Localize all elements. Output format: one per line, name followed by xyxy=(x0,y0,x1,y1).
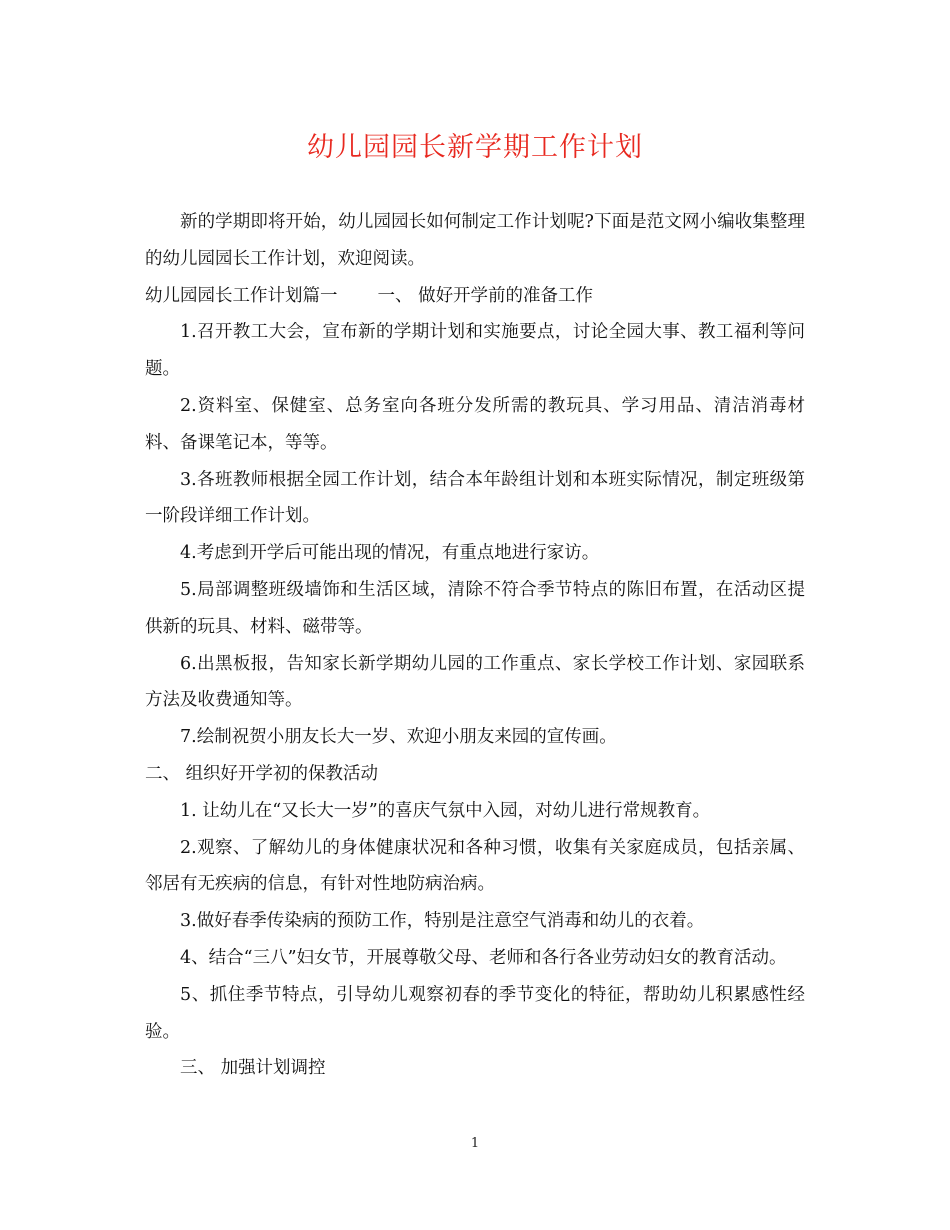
document-body xyxy=(145,204,805,1087)
section2-item-5: 5、抓住季节特点，引导幼儿观察初春的季节变化的特征，帮助幼儿积累感性经验。 xyxy=(145,984,805,1042)
section1-item-6: 6.出黑板报，告知家长新学期幼儿园的工作重点、家长学校工作计划、家园联系方法及收费通知等。 xyxy=(145,653,805,711)
section1-item-7: 7.绘制祝贺小朋友长大一岁、欢迎小朋友来园的宣传画。 xyxy=(180,727,617,748)
section2-item-4: 4、结合“三八”妇女节，开展尊敬父母、老师和各行各业劳动妇女的教育活动。 xyxy=(180,947,787,968)
section3-heading: 三、 加强计划调控 xyxy=(180,1058,326,1079)
section2-item-2: 2.观察、了解幼儿的身体健康状况和各种习惯，收集有关家庭成员，包括亲属、邻居有无疾病的信息，有针对性地防病治病。 xyxy=(145,837,805,895)
section-label-line xyxy=(145,278,805,315)
section1-item-4: 4.考虑到开学后可能出现的情况，有重点地进行家访。 xyxy=(180,543,600,564)
section2-heading: 二、 组织好开学初的保教活动 xyxy=(145,763,379,784)
section2-item-3: 3.做好春季传染病的预防工作，特别是注意空气消毒和幼儿的衣着。 xyxy=(180,911,705,932)
section1-item-5: 5.局部调整班级墙饰和生活区域，清除不符合季节特点的陈旧布置，在活动区提供新的玩具、材料、磁带等。 xyxy=(145,579,805,637)
page-number: 1 xyxy=(470,1136,480,1151)
section1-item-1: 1.召开教工大会，宣布新的学期计划和实施要点，讨论全园大事、教工福利等问题。 xyxy=(145,322,805,380)
section-label: 幼儿园园长工作计划篇一 xyxy=(145,285,338,306)
section1-item-2: 2.资料室、保健室、总务室向各班分发所需的教玩具、学习用品、清洁消毒材料、备课笔记本，等等。 xyxy=(145,395,805,453)
section1-item-3: 3.各班教师根据全园工作计划，结合本年龄组计划和本班实际情况，制定班级第一阶段详细工作计划。 xyxy=(145,469,805,527)
section2-item-1: 1. 让幼儿在“又长大一岁”的喜庆气氛中入园，对幼儿进行常规教育。 xyxy=(180,800,711,821)
section1-heading: 一、 做好开学前的准备工作 xyxy=(377,285,594,306)
intro-paragraph: 新的学期即将开始，幼儿园园长如何制定工作计划呢?下面是范文网小编收集整理的幼儿园园长工作计划，欢迎阅读。 xyxy=(145,212,805,269)
document-title: 幼儿园园长新学期工作计划 xyxy=(307,132,643,163)
